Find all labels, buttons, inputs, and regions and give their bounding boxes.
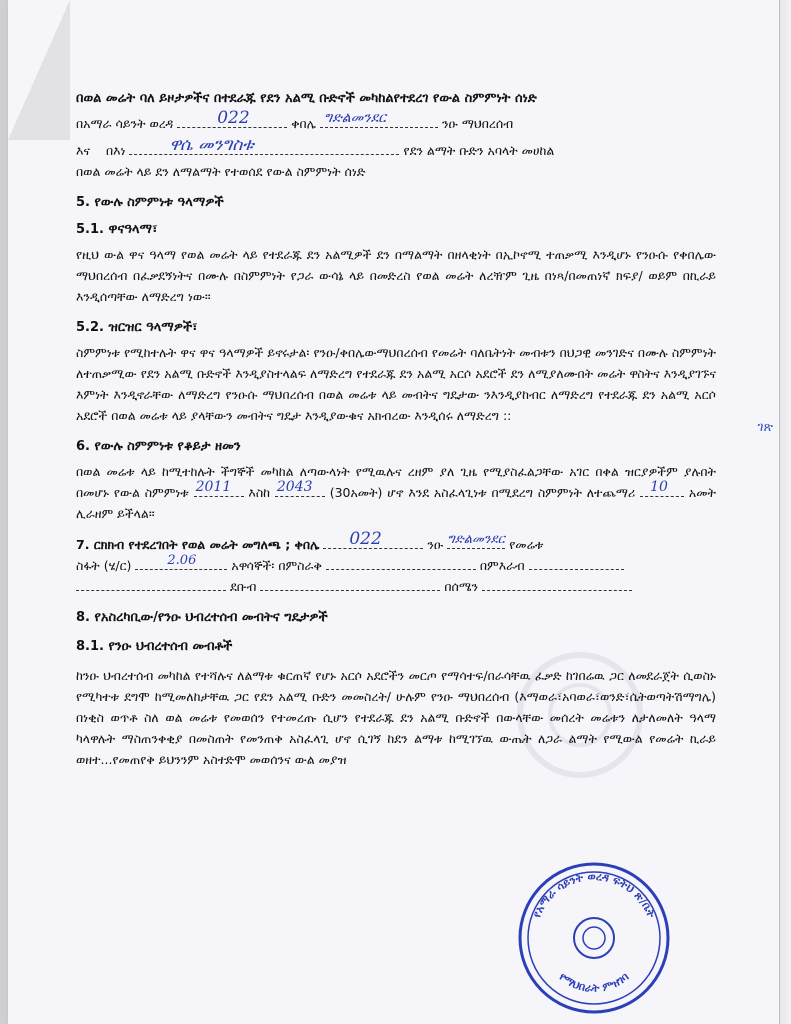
- end-year-field: [275, 479, 325, 497]
- s7-west-field: [529, 555, 624, 570]
- group-name-handwritten: ዋሴ መንግስቱ: [169, 135, 254, 155]
- group-label: የደን ልማት ቡድን አባላት መሀከል: [403, 143, 555, 158]
- s7-south-label: ደቡብ: [229, 579, 257, 594]
- section-5-heading: 5. የውሉ ስምምነቱ ዓላማዎች: [76, 195, 224, 210]
- section-8-heading: 8. የአስረካቢው/የንዑ ህብረተሰብ መብትና ግዴታዎች: [76, 610, 328, 625]
- page-stack-edge: [779, 0, 791, 1024]
- s7-north-label: በሰሜን: [444, 579, 479, 594]
- s7-area-field: [135, 555, 227, 570]
- stamp-emblem-ring: [574, 918, 614, 958]
- document-title: በወል መሬት ባለ ይዞታዎችና በተደራጁ የደን አልሚ ቡድኖች መካከልየተደረገ የውል ስምምነት ሰነድ: [76, 91, 537, 106]
- section-8-1-heading: 8.1. የንዑ ህብረተሰብ መብቶች: [76, 639, 233, 654]
- parties-line-3: በወል መሬት ላይ ደን ለማልማት የተወሰደ የውል ስምምነት ሰነድ: [76, 164, 366, 179]
- section-6-text-d: አመት ሊራዘም ይችላል፡፡: [76, 485, 716, 521]
- kebele-label: ቀበሌ: [291, 116, 316, 131]
- section-7-heading: 7. ርክክብ የተደረገበት የወል መሬት መግለጫ ; ቀበሌ: [76, 537, 320, 552]
- start-year-field: [194, 479, 244, 497]
- section-6-text-a: በወል መሬቱ ላይ ከሚተከሉት ችግኞች መካከል ለጣውላነት የሚዉሉና ረዘም ያለ ጊዜ የሚያስፈልጋቸው አገር በቀል ዝርያዎችም ያሉበት በመሆኑ የውል ስምምነቱ: [76, 464, 716, 500]
- section-5-2-heading: 5.2. ዝርዝር ዓላማዎች፣: [76, 320, 198, 335]
- end-year-handwritten: 2043: [276, 479, 313, 495]
- s7-west-label: በምእራብ: [479, 558, 525, 573]
- kebele-number-handwritten: 022: [217, 108, 250, 128]
- s7-sub-handwritten: ግድልመንደር: [447, 532, 505, 547]
- s7-kebele-handwritten: 022: [349, 529, 382, 549]
- group-name-field: [129, 135, 399, 155]
- section-8-1-text: ከንዑ ህብረተሰብ መካከል የተሻሉና ለልማቱ ቁርጠኛ የሆኑ አርሶ አደሮችን መርጦ የማሳተፍ/በራሳቸዉ ፈቃድ ከገበሬዉ ጋር ለመደራጀት ሲወስኑ የሚካተቱ ደግሞ ከሚመለከታቸዉ ጋር የደን አልሚ ቡድን መመስረት/ ሁሉም የንዑ ማህበረሰብ (እማወራ፣አባወራ፣ወንድ፣ሴትወጣትሽማግሌ) በነቂስ ወጥቶ ስለ ወል መሬቱ የመወሰን የተመረጡ ሲሆን የተደራጁ ደን አልሚ ቡድኖች በውላቸው መሰረት መሬቱን ለታለመለት ዓላማ ካላዋሉት ማስጠንቀቂያ በመስጠት የመንጠቅ አስፈላጊ ሆኖ ሲገኝ ከደን ልማቱ ከሚገኘዉ ውጤት ለጋራ ልማት የሚውል የመሬት ኪራይ ወዘተ...የመጠየቅ ይህንንም አስተድሞ መወሰንና ውል መያዝ: [76, 668, 716, 767]
- section-7-line-3: [76, 576, 716, 597]
- section-6-text: [76, 461, 716, 524]
- stamp-outer-text: የአማራ ሳይንት ወረዳ ፍትህ ጽ/ቤት: [530, 869, 658, 920]
- s7-area-label: ስፋት (ሄ/ር): [76, 558, 132, 573]
- stamp-bottom-text: የማህበራት ምዝገባ: [556, 970, 632, 995]
- s7-south-pre-field: [76, 576, 226, 591]
- kebele-name-field: [320, 110, 438, 128]
- stamp-emblem-icon: [583, 927, 605, 949]
- kebele-name-handwritten: ግድልመንደር: [323, 110, 387, 126]
- s7-sub-label: ንዑ: [427, 537, 444, 552]
- kebele-number-field: [177, 108, 287, 128]
- s7-sub-field: [447, 534, 505, 549]
- section-6-heading: 6. የውሉ ስምምነቱ የቆይታ ዘመን: [76, 439, 241, 454]
- and-word: እና: [76, 143, 91, 158]
- s7-land-label: የመሬቱ: [509, 537, 544, 552]
- s7-area-handwritten: 2.06: [167, 553, 197, 568]
- region-prefix: በአማራ ሳይንት ወረዳ: [76, 116, 174, 131]
- parties-line-2: [76, 135, 716, 161]
- section-5-2-text: ስምምነቱ የሚከተሉት ዋና ዋና ዓላማዎች ይኖሩታል፡ የንዑ/ቀበሌውማህበረሰብ የመሬት ባለቤትነት መብቱን በህጋዊ መንገድና በሙሉ ስምምነት ለተጠቃሚው የደን አልሚ ቡድኖች እንዲያስተላልፍ ለማድረግ የተደራጁ ደን አልሚ አርሶ አደሮች ደን ለሚያለሙበት መሬት ዋስትና እንዲያገኙና እምነት እንዲኖራቸው ለማድረግ የንዑሱ ማህበረሰብ በወል መሬቱ ላይ መብትና ግዴታው ንእንዲያከብር ለማድረግ የተደራጁ ደን አልሚ አርሶ አደሮች በወል መሬቱ ላይ ያላቸውን መብትና ግዴታ እንዲያውቁና አክብረው እንዲሰሩ ለማድረግ ::: [76, 345, 716, 423]
- document-body: [76, 88, 716, 770]
- margin-note: ገጽ: [757, 420, 773, 435]
- s7-kebele-field: [323, 529, 423, 549]
- extra-years-field: [640, 479, 684, 497]
- section-6-text-b: እስከ: [248, 485, 271, 500]
- s7-east-field: [326, 555, 476, 570]
- s7-border-label: አዋሳኞች፡ በምስራቅ: [231, 558, 322, 573]
- community-label: ንዑ ማህበረሰብ: [441, 116, 514, 131]
- section-5-1-heading: 5.1. ዋናዓላማ፣: [76, 222, 158, 237]
- section-6-text-c: (30አመት) ሆኖ እንደ አስፈላጊነቱ በሚደረግ ስምምነት ለተጨማሪ: [329, 485, 636, 500]
- s7-south-field: [260, 576, 440, 591]
- s7-north-field: [482, 576, 632, 591]
- be-word: በእነ: [105, 143, 126, 158]
- start-year-handwritten: 2011: [195, 479, 232, 495]
- section-7-line-2: [76, 555, 716, 576]
- official-stamp: [514, 858, 674, 1018]
- folded-corner: [8, 0, 70, 140]
- parties-line-1: [76, 108, 716, 134]
- section-5-1-text: የዚህ ውል ዋና ዓላማ የወል መሬት ላይ የተደራጁ ደን አልሚዎች ደን በማልማት በዘላቂነት በኢኮኖሚ ተጠቃሚ እንዲሆኑ የንዑሱ የቀበሌው ማህበረሰብ በፈቃደኝነትና በሙሉ በስምምነት የጋራ ውሳኔ ላይ በመድረስ የወል መሬት ለረዥም ጊዜ በነጻ/በመጠነኛ ክፍያ/ ወይም በኪራይ እንዲሰጣቸው ለማድረግ ነው፡፡: [76, 247, 716, 304]
- extra-years-handwritten: 10: [650, 479, 668, 495]
